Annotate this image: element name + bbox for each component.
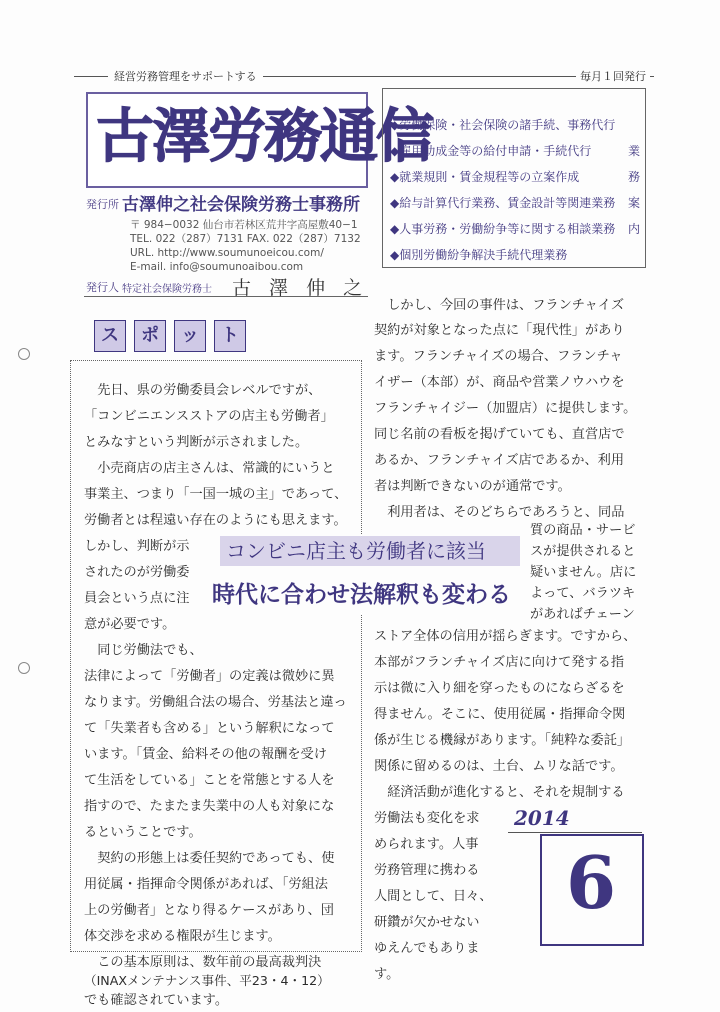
article-line: 経済活動が進化すると、それを規制する [387, 785, 625, 800]
spot-badge: ポ [134, 320, 166, 352]
publisher-person-name: 古 澤 伸 之 [232, 277, 369, 299]
office-name: 古澤伸之社会保険労務士事務所 [122, 195, 360, 215]
phone-fax-line: TEL. 022（287）7131 FAX. 022（287）7132 [130, 233, 361, 245]
article-line: 労働者とは程遠い存在のようにも思えます。 [84, 513, 347, 528]
service-item: ◆給与計算代行業務、賃金設計等関連業務 [390, 196, 616, 210]
article-line: しかし、判断が示 [84, 539, 190, 554]
service-item: ◆就業規則・賃金規程等の立案作成 [390, 170, 580, 184]
issue-year-rule [508, 832, 642, 833]
article-line: 事業主、つまり「一国一城の主」であって、 [84, 487, 348, 502]
article-line: フランチャイジー（加盟店）に提供します。 [374, 401, 637, 416]
headline-sub: コンビニ店主も労働者に該当 [226, 539, 486, 563]
service-item: ◆雇用助成金等の給付申請・手続代行 [390, 144, 592, 158]
article-line: 同じ労働法でも、 [97, 643, 203, 658]
article-line: 法律によって「労働者」の定義は微妙に異 [84, 669, 335, 684]
article-line: 本部がフランチャイズ店に向けて発する指 [374, 655, 625, 670]
article-line: 疑いません。店に [530, 565, 637, 580]
services-side-char: 内 [628, 222, 641, 236]
newsletter-title: 古澤労務通信 [96, 102, 433, 170]
headline-main: 時代に合わせ法解釈も変わる [212, 582, 511, 608]
services-side-char: 務 [628, 170, 641, 184]
url-line: URL. http://www.soumunoeicou.com/ [130, 247, 324, 259]
issue-frequency: 毎月１回発行 [576, 68, 650, 84]
article-line: でも確認されています。 [84, 993, 229, 1008]
article-line: 意が必要です。 [84, 617, 176, 632]
article-line: て「失業者も含める」という解釈になって [84, 721, 335, 736]
article-line: されたのが労働委 [84, 565, 190, 580]
article-line: イザー（本部）が、商品や営業ノウハウを [374, 375, 625, 390]
service-item: ◆労働保険・社会保険の諸手続、事務代行 [390, 118, 616, 132]
address-line: 〒 984−0032 仙台市若林区荒井字高屋敷40−1 [130, 219, 358, 231]
article-line: 関係に留めるのは、土台、ムリな話です。 [374, 759, 624, 774]
article-line: 「コンビニエンスストアの店主も労働者」 [84, 409, 334, 424]
article-line: められます。人事 [374, 837, 479, 852]
article-line: 示は微に入り細を穿ったものにならざるを [374, 681, 625, 696]
article-line: ます。フランチャイズの場合、フランチャ [374, 349, 623, 364]
article-line: 労働法も変化を求 [374, 811, 480, 826]
article-line: 得ません。そこに、使用従属・指揮命令関 [374, 707, 626, 722]
service-item: ◆個別労働紛争解決手続代理業務 [390, 248, 568, 262]
spot-badge: ッ [174, 320, 206, 352]
article-line: スが提供されると [530, 544, 636, 559]
article-line: 上の労働者」となり得るケースがあり、団 [84, 903, 334, 918]
article-line: 用従属・指揮命令関係があれば、「労組法 [84, 877, 328, 892]
article-line: 体交渉を求める権限が生じます。 [84, 929, 281, 944]
article-line: この基本原則は、数年前の最高裁判決 [97, 955, 322, 970]
article-line: 契約が対象となった点に「現代性」があり [374, 323, 625, 338]
tagline: 経営労務管理をサポートする [108, 68, 263, 84]
article-line: す。 [374, 967, 400, 982]
publisher-person-label: 発行人 [86, 281, 119, 294]
publisher-office-label: 発行所 [86, 198, 119, 211]
article-line: なります。労働組合法の場合、労基法と違っ [84, 695, 347, 710]
issue-year: 2014 [514, 806, 570, 830]
services-side-char: 案 [628, 196, 641, 210]
article-line: 研鑽が欠かせない [374, 915, 480, 930]
article-line: ゆえんでもありま [374, 941, 480, 956]
article-line: 小売商店の店主さんは、常識的にいうと [97, 461, 335, 476]
article-line: あるか、フランチャイズ店であるか、利用 [374, 453, 625, 468]
service-item: ◆人事労務・労働紛争等に関する相談業務 [390, 222, 616, 236]
article-line: 者は判断できないのが通常です。 [374, 479, 571, 494]
spot-badge: ス [94, 320, 126, 352]
article-line: います。「賃金、給料その他の報酬を受け [84, 747, 327, 762]
article-line: 人間として、日々、 [374, 889, 493, 904]
article-line: 先日、県の労働委員会レベルですが、 [97, 383, 322, 398]
publisher-person-title: 特定社会保険労務士 [122, 284, 212, 295]
article-line: とみなすという判断が示されました。 [84, 435, 309, 450]
punch-hole-top [18, 348, 30, 360]
article-line: 係が生じる機縁があります。「純粋な委託」 [374, 733, 631, 748]
article-line: （INAXメンテナンス事件、平23・4・12） [84, 973, 330, 988]
article-line: 利用者は、そのどちらであろうと、同品 [387, 505, 625, 520]
article-line: があればチェーン [530, 607, 635, 622]
article-line: 契約の形態上は委任契約であっても、使 [97, 851, 335, 866]
article-line: 労務管理に携わる [374, 863, 480, 878]
issue-month: 6 [566, 840, 617, 925]
article-line: 質の商品・サービ [530, 523, 636, 538]
article-line: 指すので、たまたま失業中の人も対象にな [84, 799, 335, 814]
article-line: 同じ名前の看板を掲げていても、直営店で [374, 427, 625, 442]
article-line: ストア全体の信用が揺らぎます。ですから、 [374, 629, 637, 644]
spot-badge: ト [214, 320, 246, 352]
article-line: 員会という点に注 [84, 591, 190, 606]
article-line: よって、バラツキ [530, 586, 636, 601]
email-line: E-mail. info@soumunoaibou.com [130, 261, 304, 273]
article-line: て生活をしている」ことを常態とする人を [84, 773, 335, 788]
services-side-char: 業 [628, 144, 641, 158]
article-line: しかし、今回の事件は、フランチャイズ [387, 298, 625, 313]
article-line: るということです。 [84, 825, 202, 840]
punch-hole-bottom [18, 662, 30, 674]
